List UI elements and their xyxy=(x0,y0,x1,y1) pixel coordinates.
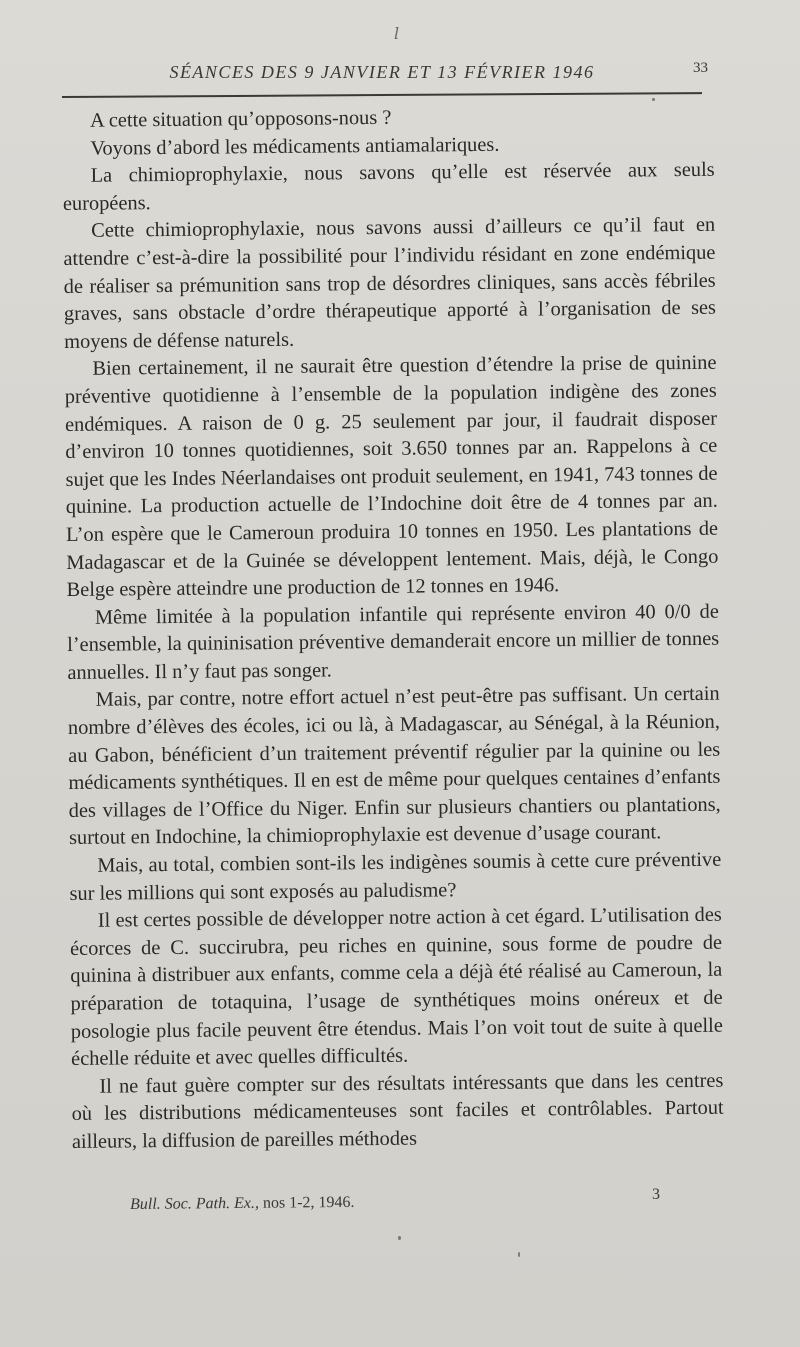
pencil-mark: l xyxy=(394,24,400,43)
paragraph: Même limitée à la population infantile qui représente environ 40 0/0 de l’ensemble, la quininisation préventive demanderait encore un millier de tonnes annuelles. Il n’y faut pas songer. xyxy=(67,600,720,684)
paper-speck xyxy=(398,1236,401,1240)
page-number: 33 xyxy=(693,60,708,76)
paragraph: La chimioprophylaxie, nous savons qu’elle est réservée aux seuls européens. xyxy=(62,158,715,215)
journal-issue: nos 1-2, 1946. xyxy=(262,1193,355,1212)
body-text xyxy=(62,102,724,1157)
paragraph: Mais, par contre, notre effort actuel n’est peut-être pas suffisant. Un certain nombre d’élèves des écoles, ici ou là, à Madagascar, au Sénégal, à la Réunion, au Gabon, bénéficient d’un traitement préventif régulier par la quinine ou les médicaments synthétiques. Il en est de même pour quelques centaines d’enfants des villages de l’Office du Niger. Enfin sur plusieurs chantiers ou plantations, surtout en Indochine, la chimioprophylaxie est devenue d’usage courant. xyxy=(67,683,721,850)
footer-citation xyxy=(130,1194,355,1214)
paper-speck xyxy=(518,1252,520,1257)
journal-name: Bull. Soc. Path. Ex., xyxy=(130,1194,260,1213)
signature-mark: 3 xyxy=(652,1186,660,1203)
paper-speck xyxy=(652,98,655,101)
paragraph: A cette situation qu’opposons-nous ? xyxy=(90,106,392,132)
header-rule xyxy=(62,92,702,98)
running-head: SÉANCES DES 9 JANVIER ET 13 FÉVRIER 1946 xyxy=(169,62,595,82)
paragraph: Bien certainement, il ne saurait être question d’étendre la prise de quinine préventive quotidienne à l’ensemble de la population indigène des zones endémiques. A raison de 0 g. 25 seulement par jour, il faudrait disposer d’environ 10 tonnes quotidiennes, soit 3.650 tonnes par an. Rappelons à ce sujet que les Indes Néerlandaises ont produit seulement, en 1941, 743 tonnes de quinine. La production actuelle de l’Indochine doit être de 4 tonnes par an. L’on espère que le Cameroun produira 10 tonnes en 1950. Les plantations de Madagascar et de la Guinée se développent lentement. Mais, déjà, le Congo Belge espère atteindre une production de 12 tonnes en 1946. xyxy=(64,352,719,602)
paragraph: Voyons d’abord les médicaments antiamalariques. xyxy=(90,133,500,160)
paragraph: Cette chimioprophylaxie, nous savons aussi d’ailleurs ce qu’il faut en attendre c’est-à-dire la possibilité pour l’individu résidant en zone endémique de réaliser sa prémunition sans trop de désordres cliniques, sans accès fébriles graves, sans obstacle d’ordre thérapeutique apporté à l’organisation de ses moyens de défense naturels. xyxy=(63,214,717,353)
paragraph: Il ne faut guère compter sur des résultats intéressants que dans les centres où les distributions médicamenteuses sont faciles et contrôlables. Partout ailleurs, la diffusion de pareilles méthodes xyxy=(71,1069,724,1153)
paragraph: Il est certes possible de développer notre action à cet égard. L’utilisation des écorces de C. succirubra, peu riches en quinine, sous forme de poudre de quinina à distribuer aux enfants, comme cela a déjà été réalisé au Cameroun, la préparation de totaquina, l’usage de synthétiques moins onéreux et de posologie plus facile peuvent être étendus. Mais l’on voit tout de suite à quelle échelle réduite et avec quelles difficultés. xyxy=(69,903,723,1071)
paragraph: Mais, au total, combien sont-ils les indigènes soumis à cette cure préventive sur les millions qui sont exposés au paludisme? xyxy=(69,848,722,905)
